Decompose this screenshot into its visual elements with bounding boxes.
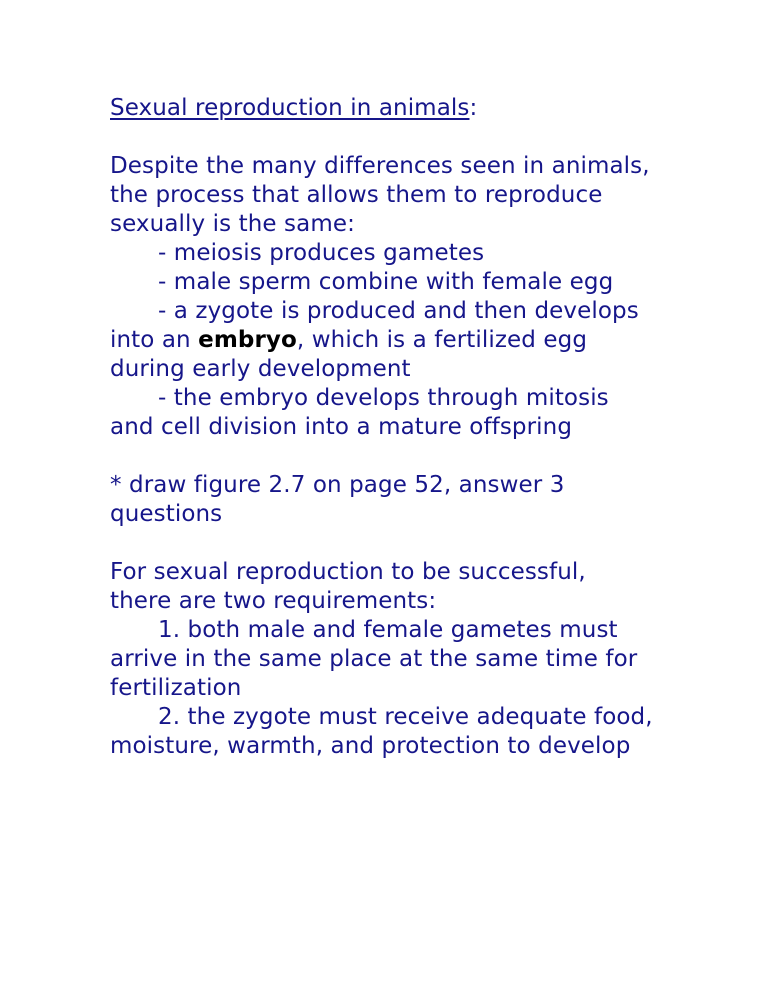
heading-colon: : — [469, 95, 478, 121]
requirements-paragraph — [110, 558, 750, 761]
task-line: * draw figure 2.7 on page 52, answer 3 — [110, 472, 565, 498]
requirement-1: 1. both male and female gametes must — [158, 617, 618, 643]
step-meiosis: - meiosis produces gametes — [158, 240, 485, 266]
intro-line: Despite the many differences seen in animals, — [110, 153, 650, 179]
step-zygote-continued: during early development — [110, 356, 411, 382]
requirement-2-continued: moisture, warmth, and protection to develop — [110, 733, 631, 759]
requirement-1-continued: arrive in the same place at the same time for — [110, 646, 638, 672]
step-embryo-development-continued: and cell division into a mature offspring — [110, 414, 573, 440]
step-zygote-text: into an — [110, 327, 199, 353]
intro-paragraph — [110, 152, 750, 442]
intro-line: the process that allows them to reproduce — [110, 182, 603, 208]
requirement-1-continued: fertilization — [110, 675, 242, 701]
step-zygote-text: , which is a fertilized egg — [296, 327, 588, 353]
step-zygote-continued — [110, 326, 750, 355]
intro-line: sexually is the same: — [110, 211, 355, 237]
step-embryo-development: - the embryo develops through mitosis — [158, 385, 609, 411]
heading-title: Sexual reproduction in animals — [110, 95, 470, 121]
requirements-intro: For sexual reproduction to be successful, — [110, 559, 586, 585]
task-line: questions — [110, 501, 223, 527]
term-embryo: embryo — [198, 327, 297, 353]
step-fertilization: - male sperm combine with female egg — [158, 269, 614, 295]
section-heading — [110, 94, 750, 123]
task-note — [110, 471, 750, 529]
document-body — [110, 94, 750, 790]
requirement-2: 2. the zygote must receive adequate food, — [158, 704, 653, 730]
requirements-intro: there are two requirements: — [110, 588, 437, 614]
step-zygote: - a zygote is produced and then develops — [158, 298, 639, 324]
